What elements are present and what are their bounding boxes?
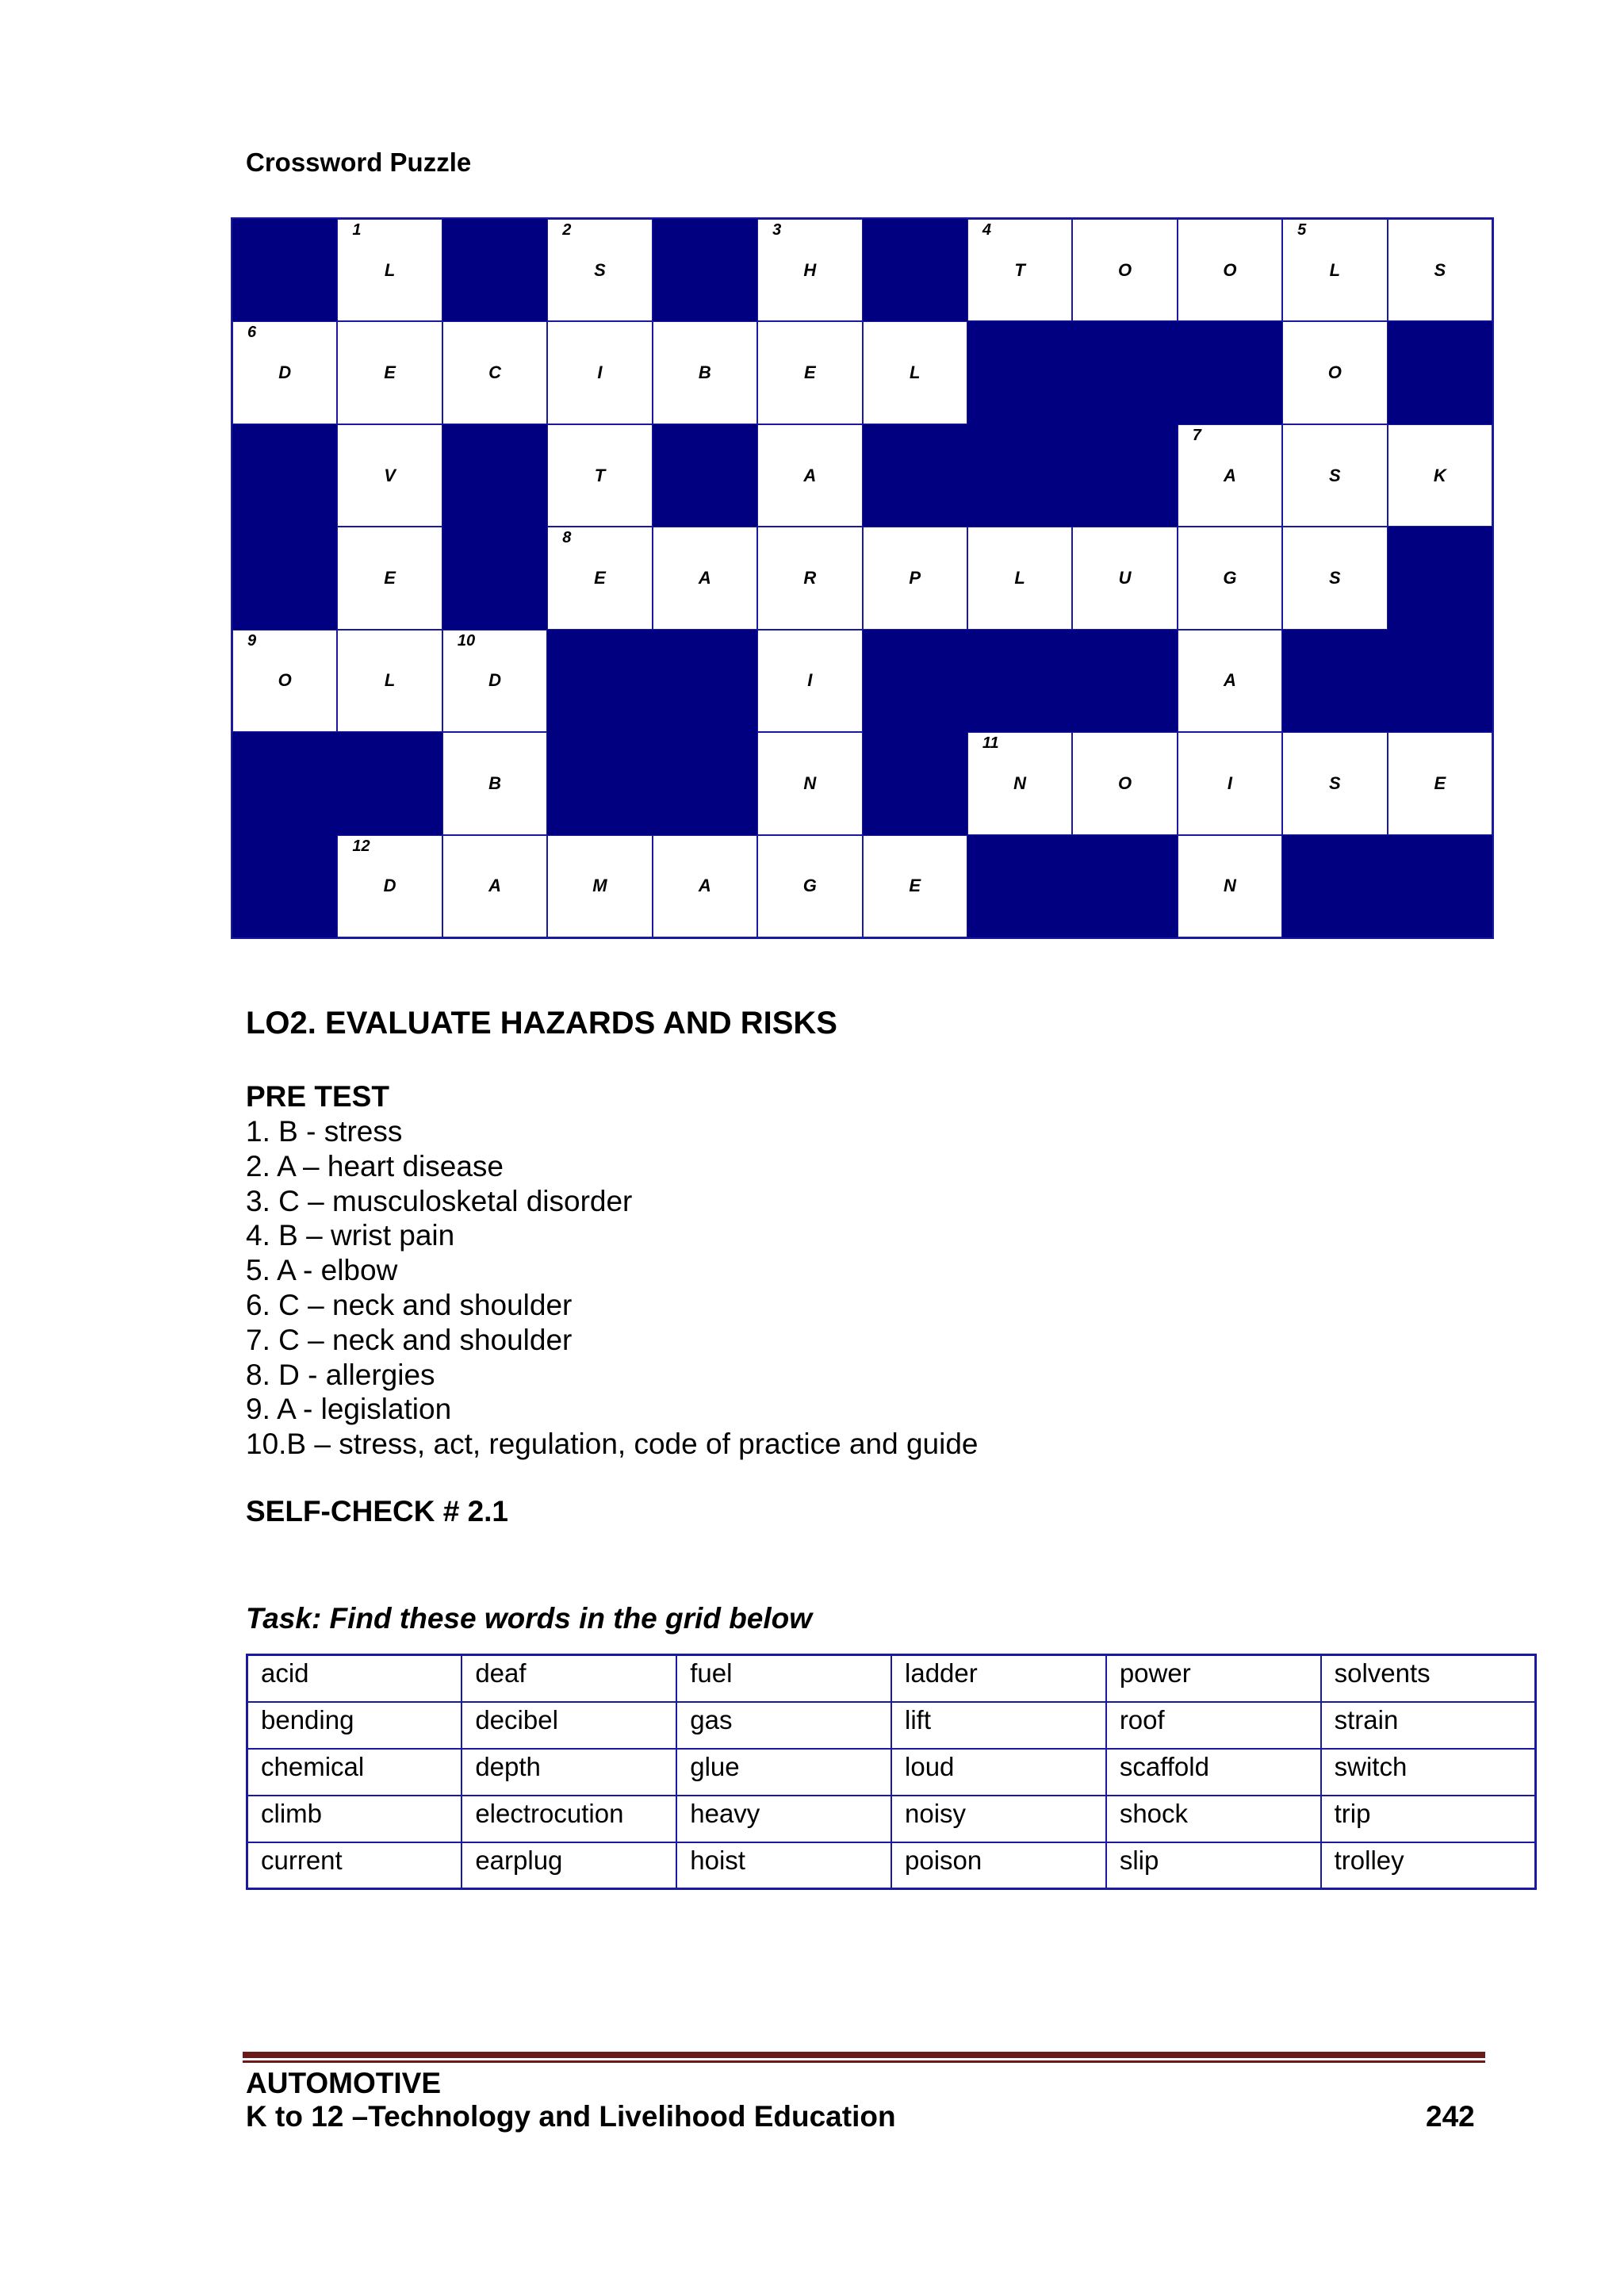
crossword-block-cell	[232, 835, 337, 937]
crossword-letter-cell	[1178, 732, 1282, 834]
word-cell: bending	[247, 1702, 462, 1749]
footer-divider	[243, 2052, 1485, 2058]
clue-number: 3	[772, 221, 782, 239]
word-cell: lift	[891, 1702, 1106, 1749]
crossword-letter: S	[1329, 465, 1341, 485]
clue-number: 9	[247, 631, 257, 650]
crossword-letter-cell	[757, 527, 862, 629]
clue-number: 11	[982, 734, 999, 753]
crossword-letter-cell	[547, 219, 652, 321]
crossword-block-cell	[232, 732, 337, 834]
pretest-item: 2. A – heart disease	[246, 1149, 504, 1182]
section-heading-lo2: LO2. EVALUATE HAZARDS AND RISKS	[246, 1006, 837, 1041]
crossword-block-cell	[547, 732, 652, 834]
crossword-letter: I	[597, 362, 603, 383]
crossword-letter-cell	[337, 527, 442, 629]
crossword-letter-cell	[863, 527, 967, 629]
pretest-item: 7. C – neck and shoulder	[246, 1323, 573, 1356]
word-cell: decibel	[462, 1702, 676, 1749]
crossword-letter: A	[488, 876, 501, 896]
crossword-letter-cell	[547, 321, 652, 424]
crossword-letter: D	[278, 362, 292, 383]
crossword-letter-cell	[337, 630, 442, 732]
word-cell: chemical	[247, 1749, 462, 1796]
crossword-letter: T	[1014, 259, 1025, 280]
crossword-letter-cell	[442, 835, 547, 937]
crossword-letter-cell	[757, 219, 862, 321]
crossword-letter-cell	[967, 219, 1072, 321]
crossword-letter-cell	[442, 630, 547, 732]
crossword-letter: I	[1227, 772, 1233, 793]
pretest-item: 10.B – stress, act, regulation, code of practice and guide	[246, 1428, 979, 1461]
crossword-letter: B	[488, 772, 501, 793]
crossword-letter: S	[1329, 772, 1341, 793]
crossword-letter: L	[909, 362, 921, 383]
clue-number: 10	[457, 631, 476, 650]
crossword-letter: K	[1433, 465, 1446, 485]
crossword-block-cell	[442, 527, 547, 629]
crossword-letter-cell	[232, 321, 337, 424]
word-cell: shock	[1106, 1796, 1321, 1842]
footer-subject: AUTOMOTIVE	[246, 2067, 441, 2099]
crossword-block-cell	[1388, 321, 1492, 424]
crossword-letter: C	[488, 362, 501, 383]
crossword-block-cell	[863, 219, 967, 321]
word-cell: climb	[247, 1796, 462, 1842]
crossword-letter-cell	[757, 424, 862, 527]
crossword-letter: E	[384, 567, 396, 588]
word-cell: switch	[1321, 1749, 1536, 1796]
crossword-block-cell	[1388, 630, 1492, 732]
clue-number: 12	[352, 837, 370, 855]
pretest-item: 6. C – neck and shoulder	[246, 1288, 573, 1321]
task-heading: Task: Find these words in the grid below	[246, 1602, 813, 1635]
crossword-letter: O	[1327, 362, 1342, 383]
crossword-letter-cell	[863, 835, 967, 937]
crossword-block-cell	[653, 424, 757, 527]
selfcheck-heading: SELF-CHECK # 2.1	[246, 1495, 509, 1527]
pretest-heading: PRE TEST	[246, 1080, 389, 1113]
clue-number: 1	[352, 221, 362, 239]
crossword-block-cell	[1178, 321, 1282, 424]
crossword-letter: N	[803, 772, 817, 793]
crossword-letter: M	[592, 876, 607, 896]
table-row	[247, 1702, 1536, 1749]
crossword-letter: A	[698, 876, 711, 896]
crossword-block-cell	[232, 527, 337, 629]
crossword-letter: N	[1013, 772, 1027, 793]
word-cell: ladder	[891, 1655, 1106, 1702]
clue-number: 7	[1192, 426, 1201, 444]
crossword-block-cell	[1072, 630, 1177, 732]
crossword-letter: B	[698, 362, 711, 383]
crossword-letter: O	[1223, 259, 1237, 280]
crossword-letter: I	[807, 670, 813, 691]
pretest-item: 9. A - legislation	[246, 1393, 452, 1426]
crossword-block-cell	[863, 630, 967, 732]
crossword-letter-cell	[1282, 321, 1387, 424]
crossword-letter: D	[383, 876, 396, 896]
pretest-item: 3. C – musculosketal disorder	[246, 1184, 633, 1217]
table-row	[247, 1655, 1536, 1702]
crossword-letter-cell	[547, 527, 652, 629]
word-cell: deaf	[462, 1655, 676, 1702]
crossword-letter-cell	[1072, 219, 1177, 321]
word-cell: solvents	[1321, 1655, 1536, 1702]
crossword-block-cell	[1282, 630, 1387, 732]
crossword-letter: S	[594, 259, 606, 280]
crossword-letter-cell	[1178, 527, 1282, 629]
crossword-letter-cell	[337, 321, 442, 424]
crossword-letter-cell	[653, 321, 757, 424]
word-cell: slip	[1106, 1842, 1321, 1889]
clue-number: 6	[247, 324, 257, 342]
crossword-letter-cell	[442, 321, 547, 424]
crossword-letter-cell	[1282, 424, 1387, 527]
crossword-block-cell	[442, 219, 547, 321]
crossword-letter: N	[1224, 876, 1236, 896]
crossword-letter-cell	[1178, 219, 1282, 321]
footer-divider	[243, 2060, 1485, 2063]
crossword-letter: E	[803, 362, 816, 383]
word-cell: scaffold	[1106, 1749, 1321, 1796]
crossword-letter-cell	[1178, 630, 1282, 732]
clue-number: 5	[1297, 221, 1307, 239]
crossword-letter: U	[1118, 567, 1132, 588]
crossword-letter-cell	[337, 835, 442, 937]
crossword-letter-cell	[1072, 527, 1177, 629]
crossword-block-cell	[337, 732, 442, 834]
word-cell: glue	[676, 1749, 891, 1796]
crossword-letter: T	[594, 465, 606, 485]
crossword-block-cell	[547, 630, 652, 732]
clue-number: 2	[562, 221, 572, 239]
crossword-letter-cell	[1282, 219, 1387, 321]
pretest-item: 1. B - stress	[246, 1115, 403, 1148]
crossword-letter: E	[1434, 772, 1446, 793]
crossword-letter: A	[1224, 465, 1236, 485]
crossword-letter-cell	[547, 424, 652, 527]
crossword-letter-cell	[1282, 527, 1387, 629]
crossword-letter-cell	[442, 732, 547, 834]
table-row	[247, 1796, 1536, 1842]
crossword-block-cell	[1072, 321, 1177, 424]
crossword-letter-cell	[967, 527, 1072, 629]
crossword-letter-cell	[232, 630, 337, 732]
crossword-letter: E	[594, 567, 606, 588]
word-cell: earplug	[462, 1842, 676, 1889]
word-cell: trip	[1321, 1796, 1536, 1842]
word-cell: gas	[676, 1702, 891, 1749]
crossword-letter: O	[1117, 772, 1132, 793]
crossword-letter-cell	[337, 424, 442, 527]
crossword-letter-cell	[757, 835, 862, 937]
word-cell: current	[247, 1842, 462, 1889]
crossword-letter: S	[1434, 259, 1446, 280]
crossword-letter: O	[1117, 259, 1132, 280]
crossword-letter-cell	[653, 527, 757, 629]
crossword-letter-cell	[1388, 219, 1492, 321]
crossword-block-cell	[967, 424, 1072, 527]
crossword-block-cell	[653, 630, 757, 732]
crossword-block-cell	[232, 219, 337, 321]
table-row	[247, 1749, 1536, 1796]
crossword-block-cell	[1072, 835, 1177, 937]
crossword-letter-cell	[967, 732, 1072, 834]
crossword-block-cell	[653, 732, 757, 834]
crossword-letter: G	[802, 876, 817, 896]
word-list-table	[246, 1654, 1537, 1890]
crossword-block-cell	[1072, 424, 1177, 527]
word-cell: hoist	[676, 1842, 891, 1889]
word-cell: strain	[1321, 1702, 1536, 1749]
crossword-letter: L	[384, 259, 396, 280]
crossword-letter-cell	[547, 835, 652, 937]
crossword-letter-cell	[1282, 732, 1387, 834]
clue-number: 4	[982, 221, 992, 239]
pretest-item: 8. D - allergies	[246, 1358, 435, 1391]
crossword-letter: A	[698, 567, 711, 588]
crossword-letter-cell	[1388, 424, 1492, 527]
pretest-item: 5. A - elbow	[246, 1254, 398, 1287]
crossword-letter: R	[803, 567, 817, 588]
crossword-letter: S	[1329, 567, 1341, 588]
word-cell: electrocution	[462, 1796, 676, 1842]
table-row	[247, 1842, 1536, 1889]
pretest-answer-list	[246, 1114, 979, 1462]
crossword-block-cell	[232, 424, 337, 527]
crossword-block-cell	[967, 835, 1072, 937]
pretest-item: 4. B – wrist pain	[246, 1219, 455, 1252]
crossword-letter-cell	[1178, 835, 1282, 937]
footer-curriculum: K to 12 –Technology and Livelihood Education	[246, 2100, 896, 2133]
crossword-letter: P	[909, 567, 921, 588]
crossword-grid	[231, 217, 1494, 939]
crossword-letter: H	[803, 259, 817, 280]
crossword-block-cell	[1282, 835, 1387, 937]
crossword-letter-cell	[1388, 732, 1492, 834]
crossword-letter: L	[1329, 259, 1341, 280]
word-cell: power	[1106, 1655, 1321, 1702]
crossword-letter-cell	[1178, 424, 1282, 527]
crossword-letter-cell	[757, 321, 862, 424]
crossword-letter-cell	[757, 630, 862, 732]
word-cell: depth	[462, 1749, 676, 1796]
crossword-letter: A	[803, 465, 817, 485]
crossword-block-cell	[1388, 527, 1492, 629]
crossword-letter: L	[384, 670, 396, 691]
crossword-block-cell	[967, 321, 1072, 424]
crossword-letter-cell	[1072, 732, 1177, 834]
word-cell: noisy	[891, 1796, 1106, 1842]
crossword-letter: V	[384, 465, 396, 485]
crossword-block-cell	[442, 424, 547, 527]
clue-number: 8	[562, 529, 572, 547]
word-cell: acid	[247, 1655, 462, 1702]
crossword-block-cell	[863, 732, 967, 834]
crossword-letter: G	[1223, 567, 1237, 588]
crossword-title: Crossword Puzzle	[246, 148, 472, 177]
crossword-letter: O	[278, 670, 292, 691]
crossword-block-cell	[863, 424, 967, 527]
word-cell: loud	[891, 1749, 1106, 1796]
crossword-letter-cell	[863, 321, 967, 424]
word-cell: trolley	[1321, 1842, 1536, 1889]
page-number: 242	[1426, 2100, 1475, 2133]
word-cell: roof	[1106, 1702, 1321, 1749]
crossword-letter: D	[488, 670, 501, 691]
word-cell: heavy	[676, 1796, 891, 1842]
crossword-letter: L	[1014, 567, 1025, 588]
crossword-letter-cell	[757, 732, 862, 834]
crossword-letter-cell	[337, 219, 442, 321]
crossword-letter-cell	[653, 835, 757, 937]
word-cell: fuel	[676, 1655, 891, 1702]
crossword-block-cell	[967, 630, 1072, 732]
crossword-block-cell	[653, 219, 757, 321]
crossword-letter: E	[384, 362, 396, 383]
crossword-letter: E	[909, 876, 921, 896]
crossword-letter: A	[1224, 670, 1236, 691]
crossword-block-cell	[1388, 835, 1492, 937]
word-cell: poison	[891, 1842, 1106, 1889]
